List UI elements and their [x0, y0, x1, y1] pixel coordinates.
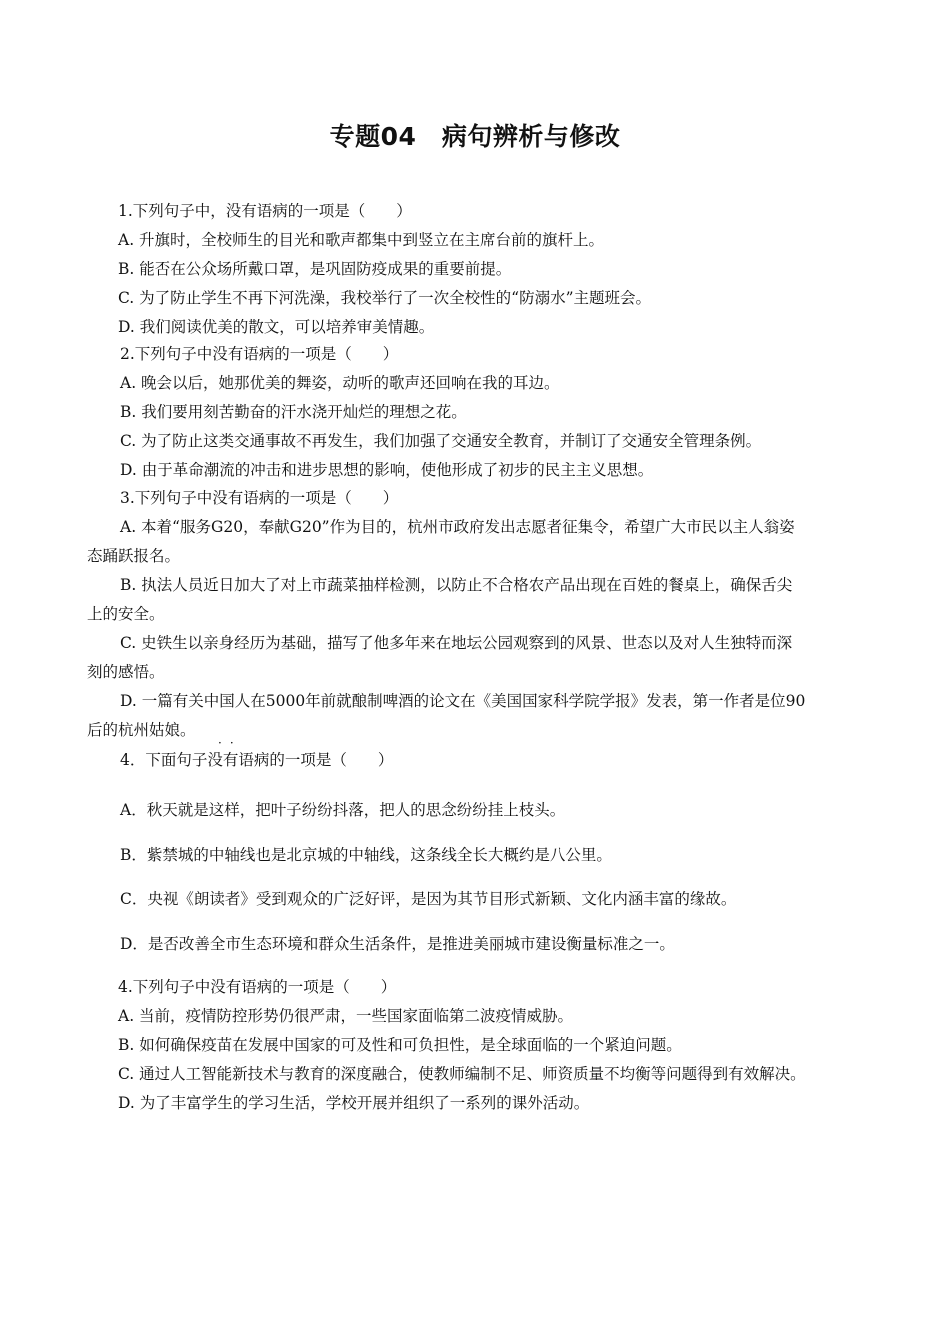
- q2-option-d: D. 由于革命潮流的冲击和进步思想的影响，使他形成了初步的民主主义思想。: [120, 461, 654, 479]
- q3-option-a-line1: A. 本着“服务G20，奉献G20”作为目的，杭州市政府发出志愿者征集令，希望广大市民以主人翁姿: [120, 518, 795, 536]
- q3-option-c-line1: C. 史铁生以亲身经历为基础，描写了他多年来在地坛公园观察到的风景、世态以及对人生独特而深: [120, 634, 793, 652]
- q3-stem: 3.下列句子中没有语病的一项是（ ）: [120, 489, 399, 507]
- q3-option-a-line2: 态踊跃报名。: [87, 547, 181, 565]
- q4b-option-b: B. 如何确保疫苗在发展中国家的可及性和可负担性，是全球面临的一个紧迫问题。: [118, 1036, 682, 1054]
- q3-option-d-line2: 后的杭州姑娘。: [87, 721, 196, 739]
- q4a-stem: 4．下面句子没有语病的一项是（ ）: [120, 751, 394, 769]
- page-title: 专题04 病句辨析与修改: [329, 122, 621, 151]
- q1-option-b: B. 能否在公众场所戴口罩，是巩固防疫成果的重要前提。: [118, 260, 512, 278]
- q4b-stem: 4.下列句子中没有语病的一项是（ ）: [118, 978, 397, 996]
- q4b-option-c: C. 通过人工智能新技术与教育的深度融合，使教师编制不足、师资质量不均衡等问题得到有效解决。: [118, 1065, 806, 1083]
- emphasis-dots: ··: [218, 736, 242, 750]
- q2-option-b: B. 我们要用刻苦勤奋的汗水浇开灿烂的理想之花。: [120, 403, 467, 421]
- q2-option-a: A. 晚会以后，她那优美的舞姿，动听的歌声还回响在我的耳边。: [120, 374, 560, 392]
- q4b-option-d: D. 为了丰富学生的学习生活，学校开展并组织了一系列的课外活动。: [118, 1094, 590, 1112]
- q1-stem: 1.下列句子中，没有语病的一项是（ ）: [118, 202, 412, 220]
- q3-option-b-line2: 上的安全。: [87, 605, 165, 623]
- q4a-option-d: D．是否改善全市生态环境和群众生活条件，是推进美丽城市建设衡量标准之一。: [120, 935, 675, 953]
- q1-option-d: D. 我们阅读优美的散文，可以培养审美情趣。: [118, 318, 435, 336]
- q4a-option-c: C．央视《朗读者》受到观众的广泛好评，是因为其节目形式新颖、文化内涵丰富的缘故。: [120, 890, 737, 908]
- q4b-option-a: A. 当前，疫情防控形势仍很严肃，一些国家面临第二波疫情威胁。: [118, 1007, 574, 1025]
- q2-stem: 2.下列句子中没有语病的一项是（ ）: [120, 345, 399, 363]
- q1-option-c: C. 为了防止学生不再下河洗澡，我校举行了一次全校性的“防溺水”主题班会。: [118, 289, 652, 307]
- q2-option-c: C. 为了防止这类交通事故不再发生，我们加强了交通安全教育，并制订了交通安全管理条例。: [120, 432, 762, 450]
- q4a-option-b: B．紫禁城的中轴线也是北京城的中轴线，这条线全长大概约是八公里。: [120, 846, 612, 864]
- q4a-option-a: A．秋天就是这样，把叶子纷纷抖落，把人的思念纷纷挂上枝头。: [120, 801, 566, 819]
- q3-option-d-line1: D. 一篇有关中国人在5000年前就酿制啤酒的论文在《美国国家科学院学报》发表，第一作者是位90: [120, 692, 806, 710]
- q1-option-a: A. 升旗时，全校师生的目光和歌声都集中到竖立在主席台前的旗杆上。: [118, 231, 605, 249]
- q3-option-c-line2: 刻的感悟。: [87, 663, 165, 681]
- q3-option-b-line1: B. 执法人员近日加大了对上市蔬菜抽样检测，以防止不合格农产品出现在百姓的餐桌上，确保舌尖: [120, 576, 793, 594]
